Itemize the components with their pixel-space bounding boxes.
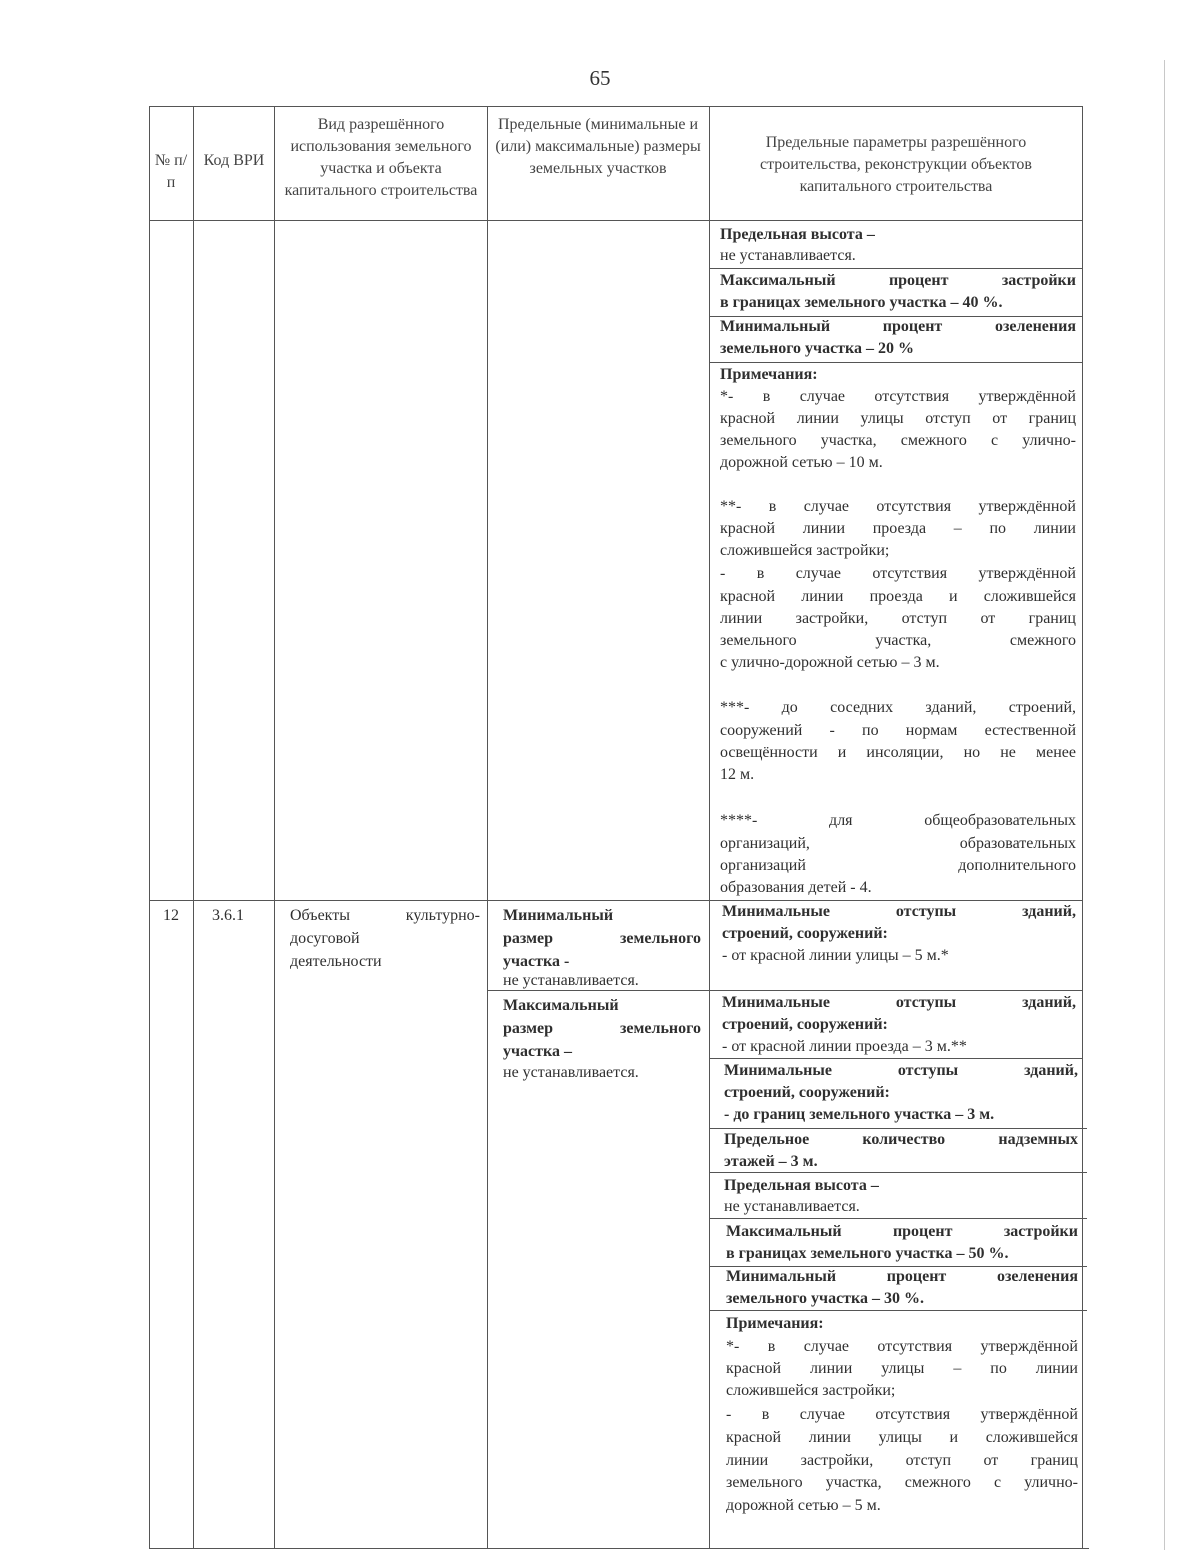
col-border-left (149, 106, 150, 1549)
note-line: освещённости и инсоляции, но не менее (720, 744, 1076, 761)
min-size-l3: участка - (503, 953, 570, 970)
param-line: Минимальный процент озеленения (726, 1268, 1078, 1285)
green-percent-l1: Минимальный процент озеленения (720, 318, 1076, 335)
page-number: 65 (589, 66, 611, 90)
header-num: № п/п (154, 152, 188, 191)
note-line: ****- для общеобразовательных (720, 812, 1076, 829)
use-type-l2: досуговой (290, 930, 360, 947)
min-size-l2: размер земельного (503, 930, 701, 947)
notes-title: Примечания: (720, 366, 818, 383)
max-size-l1: Максимальный (503, 997, 619, 1014)
note-line: линии застройки, отступ от границ (726, 1452, 1078, 1469)
note-line: красной линии улицы отступ от границ (720, 410, 1076, 427)
param-line: строений, сооружений: (722, 1016, 888, 1033)
col-border-3 (487, 106, 488, 1549)
note-line: земельного участка, смежного с улично- (726, 1474, 1078, 1491)
param-line: - от красной линии улицы – 5 м.* (722, 947, 949, 964)
col-border-right (1082, 106, 1083, 1549)
note-line: - в случае отсутствия утверждённой (726, 1406, 1078, 1423)
use-type-l3: деятельности (290, 953, 382, 970)
param-line: Минимальные отступы зданий, (724, 1062, 1078, 1079)
header-sizes: Предельные (минимальные и (или) максимальные) размеры земельных участков (495, 116, 701, 177)
param-line: Предельное количество надземных (724, 1131, 1078, 1148)
max-size-l2: размер земельного (503, 1020, 701, 1037)
param-line: - до границ земельного участка – 3 м. (724, 1106, 995, 1123)
col-border-4 (709, 106, 710, 1549)
note-line: земельного участка, смежного с улично- (720, 432, 1076, 449)
note-line: организаций, образовательных (720, 835, 1076, 852)
note-line: 12 м. (720, 766, 755, 783)
green-percent-l2: земельного участка – 20 % (720, 340, 915, 357)
note-line: красной линии улицы и сложившейся (726, 1429, 1078, 1446)
table-top-border (149, 106, 1083, 107)
min-size-l1: Минимальный (503, 907, 614, 924)
row-number: 12 (163, 907, 179, 924)
note-line: **- в случае отсутствия утверждённой (720, 498, 1076, 515)
build-percent-l1: Максимальный процент застройки (720, 272, 1076, 289)
note-line: ***- до соседних зданий, строений, (720, 699, 1076, 716)
note-line: сложившейся застройки; (720, 542, 890, 559)
params-divider (709, 268, 1083, 269)
note-line: красной линии проезда и сложившейся (720, 588, 1076, 605)
note-line: организаций дополнительного (720, 857, 1076, 874)
note-line: сооружений - по нормам естественной (720, 722, 1076, 739)
note-line: с улично-дорожной сетью – 3 м. (720, 654, 940, 671)
note-line: - в случае отсутствия утверждённой (720, 565, 1076, 582)
min-size-l4: не устанавливается. (503, 972, 639, 989)
param-line: Максимальный процент застройки (726, 1223, 1078, 1240)
param-line: в границах земельного участка – 50 %. (726, 1245, 1009, 1262)
notes-title: Примечания: (726, 1315, 824, 1332)
max-size-l3: участка – (503, 1043, 572, 1060)
params-divider (709, 362, 1083, 363)
header-params: Предельные параметры разрешённого строительства, реконструкции объектов капитального строительства (760, 134, 1032, 195)
build-percent-l2: в границах земельного участка – 40 %. (720, 294, 1003, 311)
param-line: Минимальные отступы зданий, (722, 994, 1076, 1011)
header-code: Код ВРИ (203, 152, 265, 169)
param-line: этажей – 3 м. (724, 1153, 818, 1170)
param-line: Минимальные отступы зданий, (722, 903, 1076, 920)
param-line: строений, сооружений: (724, 1084, 890, 1101)
note-line: земельного участка, смежного (720, 632, 1076, 649)
param-line: не устанавливается. (724, 1198, 860, 1215)
col-border-2 (274, 106, 275, 1549)
header-bottom-border (149, 220, 1083, 221)
height-value: не устанавливается. (720, 247, 856, 264)
row-code: 3.6.1 (212, 907, 244, 924)
note-line: дорожной сетью – 10 м. (720, 454, 883, 471)
param-line: Предельная высота – (724, 1177, 879, 1194)
max-size-l4: не устанавливается. (503, 1064, 639, 1081)
note-line: дорожной сетью – 5 м. (726, 1497, 881, 1514)
param-line: - от красной линии проезда – 3 м.** (722, 1038, 967, 1055)
use-type-l1: Объекты культурно- (290, 907, 480, 924)
note-line: образования детей - 4. (720, 879, 872, 896)
header-use-type: Вид разрешённого использования земельного участка и объекта капитального строительства (284, 116, 478, 199)
param-line: земельного участка – 30 %. (726, 1290, 925, 1307)
col-border-1 (193, 106, 194, 1549)
note-line: *- в случае отсутствия утверждённой (720, 388, 1076, 405)
note-line: красной линии проезда – по линии (720, 520, 1076, 537)
param-line: строений, сооружений: (722, 925, 888, 942)
note-line: сложившейся застройки; (726, 1382, 896, 1399)
note-line: красной линии улицы – по линии (726, 1360, 1078, 1377)
height-title: Предельная высота – (720, 226, 875, 243)
table-bottom-border (149, 1548, 1089, 1549)
note-line: линии застройки, отступ от границ (720, 610, 1076, 627)
note-line: *- в случае отсутствия утверждённой (726, 1338, 1078, 1355)
params-divider (709, 990, 1083, 991)
